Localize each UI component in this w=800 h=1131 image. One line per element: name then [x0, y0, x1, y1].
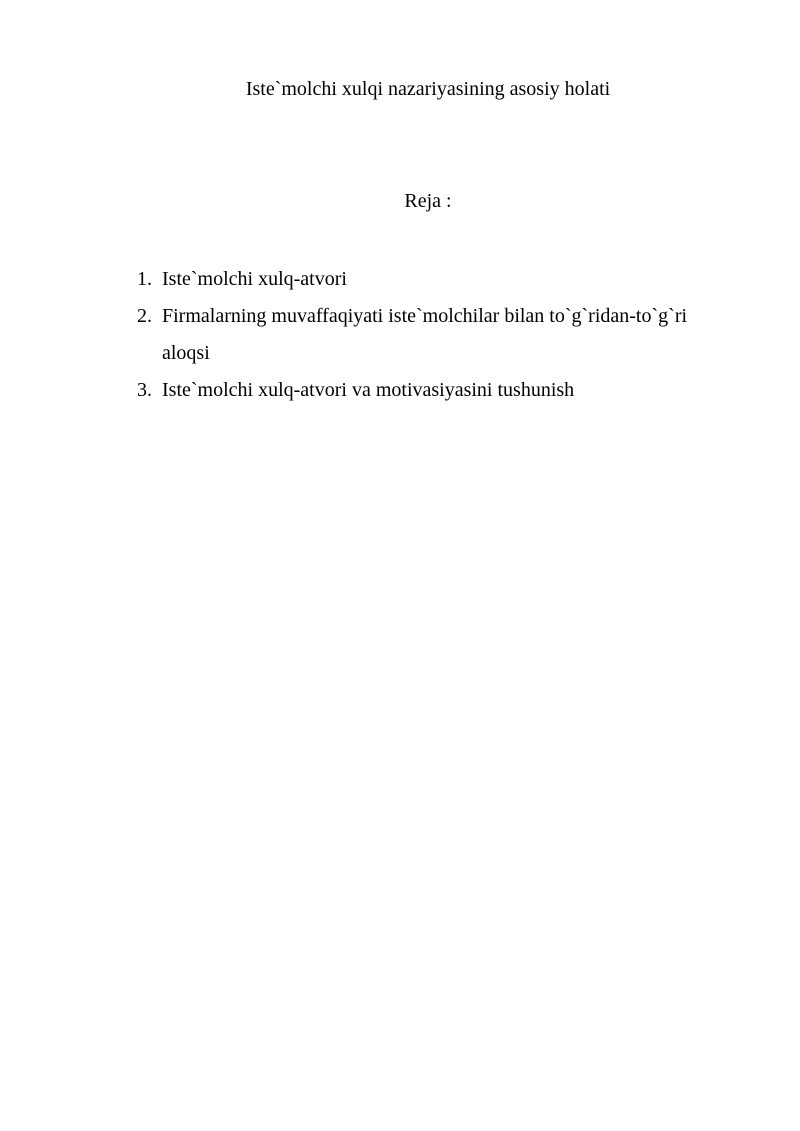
- plan-list: [137, 261, 737, 409]
- document-title: Iste`molchi xulqi nazariyasining asosiy holati: [245, 78, 611, 100]
- plan-item-number: 1.: [137, 268, 152, 290]
- plan-item-number: 3.: [137, 379, 152, 401]
- plan-heading: Reja :: [404, 190, 452, 212]
- plan-item-text: Iste`molchi xulq-atvori va motivasiyasini tushunish: [162, 379, 575, 401]
- plan-item-number: 2.: [137, 305, 152, 327]
- plan-item-text: Iste`molchi xulq-atvori: [162, 268, 347, 290]
- plan-item-3: [137, 372, 737, 409]
- plan-item-text: Firmalarning muvaffaqiyati iste`molchilar bilan to`g`ridan-to`g`ri aloqsi: [162, 305, 688, 364]
- plan-item-2: [137, 298, 737, 372]
- plan-item-1: [137, 261, 737, 298]
